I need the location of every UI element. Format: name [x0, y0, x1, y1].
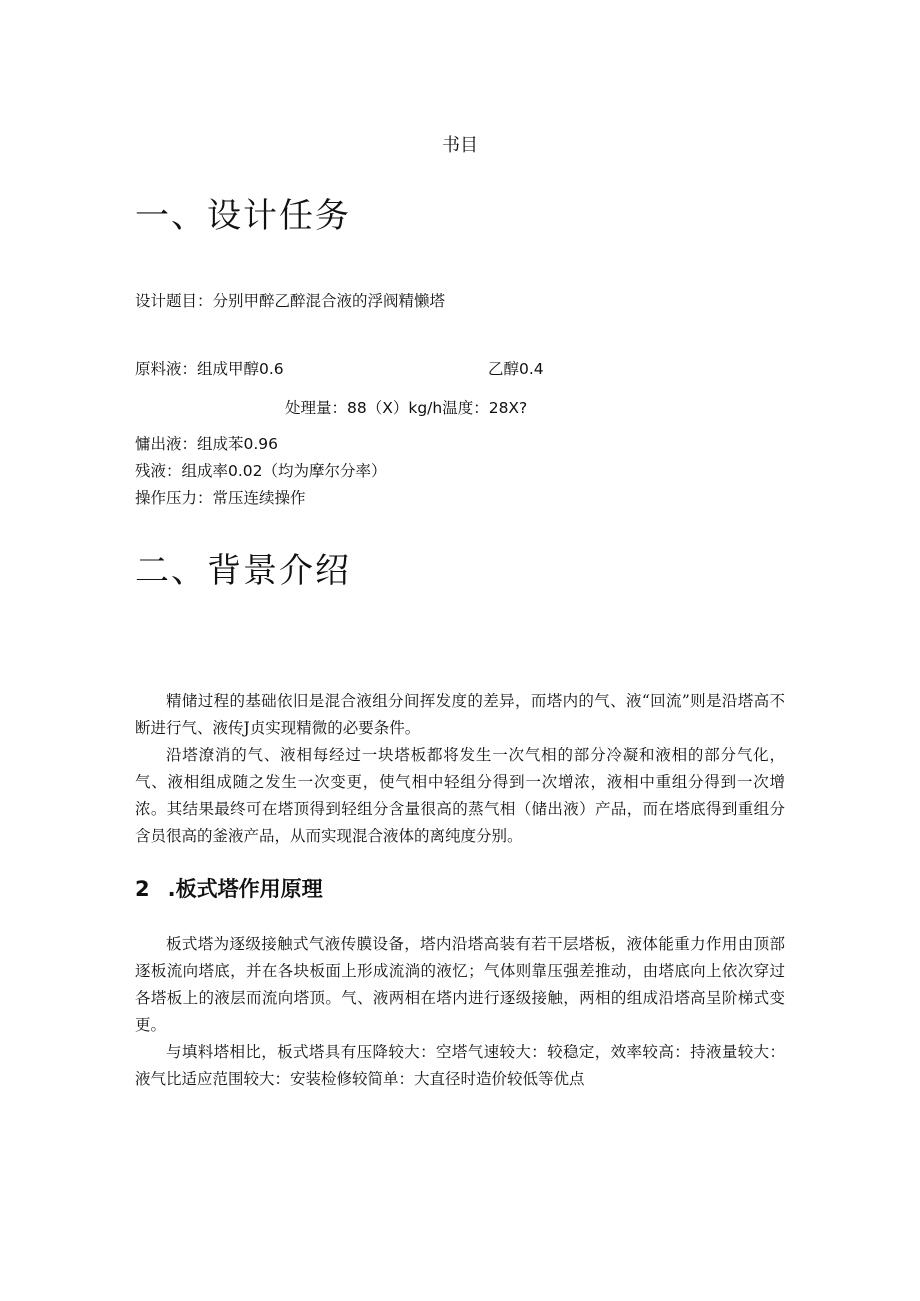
subsection-number: 2: [135, 877, 150, 901]
section-heading-design-task: 一、设计任务: [135, 196, 351, 236]
feed-composition-ethanol: 乙醇0.4: [488, 360, 544, 378]
paragraph: 板式塔为逐级接触式气液传膜设备，塔内沿塔高装有若干层塔板，液体能重力作用由顶部逐板流向塔底，并在各块板面上形成流淌的液忆；气体则靠压强差推动，由塔底向上依次穿过各塔板上的液层而流向塔顶。气、液两相在塔内进行逐级接触，两相的组成沿塔高呈阶梯式变更。: [135, 935, 785, 1034]
section-heading-background: 二、背景介绍: [135, 551, 351, 591]
paragraph: 与填料塔相比，板式塔具有压降较大：空塔气速较大：较稳定，效率较高：持液量较大：液气比适应范围较大：安装检修较简单：大直径时造价较低等优点: [135, 1043, 785, 1088]
toc-title: 书目: [442, 135, 478, 156]
background-text: [135, 688, 785, 850]
feed-composition-methanol: 原料液：组成甲醇0.6: [135, 360, 284, 378]
operating-pressure: 操作压力：常压连续操作: [135, 489, 306, 507]
plate-column-text: [135, 931, 785, 1093]
distillate-composition: 慵出液：组成苯0.96: [135, 435, 279, 453]
subsection-heading-plate-column: [135, 873, 323, 903]
residue-composition: 残液：组成率0.02（均为摩尔分率）: [135, 462, 387, 480]
design-topic: 设计题目：分别甲醉乙醉混合液的浮阀精懒塔: [135, 292, 446, 310]
paragraph: 沿塔潦消的气、液相每经过一块塔板都将发生一次气相的部分冷凝和液相的部分气化，气、液相组成随之发生一次变更，使气相中轻组分得到一次增浓，液相中重组分得到一次增浓。其结果最终可在塔顶得到轻组分含量很高的蒸气相（储出液）产品，而在塔底得到重组分含员很高的釜液产品，从而实现混合液体的离纯度分别。: [135, 746, 785, 845]
subsection-title: .板式塔作用原理: [167, 877, 323, 901]
paragraph: 精储过程的基础依旧是混合液组分间挥发度的差异，而塔内的气、液“回流”则是沿塔高不断进行气、液传J贞实现精微的必要条件。: [135, 692, 785, 737]
throughput-temperature: 处理量：88（X）kg/h温度：28X?: [285, 399, 528, 417]
